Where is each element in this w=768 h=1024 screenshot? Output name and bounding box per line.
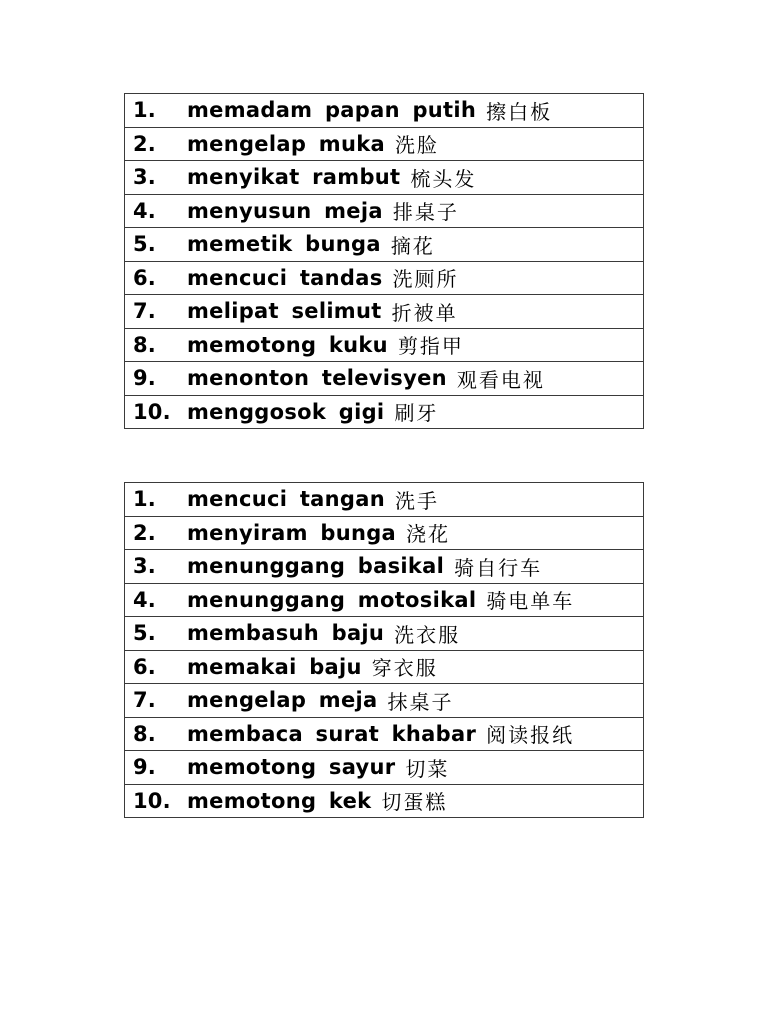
malay-phrase: menggosok gigi — [187, 399, 385, 424]
table-cell — [125, 395, 644, 429]
table-cell — [125, 127, 644, 161]
table-cell — [125, 228, 644, 262]
table-cell — [125, 295, 644, 329]
table-row — [125, 483, 644, 517]
chinese-translation: 洗厕所 — [392, 267, 459, 292]
item-number: 4. — [133, 198, 156, 223]
chinese-translation: 剪指甲 — [397, 334, 464, 359]
chinese-translation: 观看电视 — [456, 367, 545, 392]
table-cell — [125, 784, 644, 818]
item-number: 3. — [133, 554, 156, 579]
table-cell — [125, 194, 644, 228]
item-number: 1. — [133, 487, 156, 512]
malay-phrase: mencuci tandas — [187, 265, 383, 290]
table-row — [125, 583, 644, 617]
vocab-table-2 — [124, 482, 644, 818]
chinese-translation: 刷牙 — [394, 401, 439, 426]
malay-phrase: membaca surat khabar — [187, 721, 477, 746]
item-number: 1. — [133, 98, 156, 123]
item-number: 2. — [133, 520, 156, 545]
chinese-translation: 排桌子 — [392, 200, 459, 225]
table-row — [125, 261, 644, 295]
malay-phrase: memotong kek — [187, 788, 372, 813]
table-row — [125, 784, 644, 818]
table-cell — [125, 583, 644, 617]
chinese-translation: 折被单 — [391, 300, 458, 325]
malay-phrase: memadam papan putih — [187, 98, 477, 123]
malay-phrase: menyiram bunga — [187, 520, 397, 545]
vocab-table-body — [125, 483, 644, 818]
table-cell — [125, 717, 644, 751]
table-row — [125, 650, 644, 684]
table-row — [125, 94, 644, 128]
item-number: 8. — [133, 332, 156, 357]
table-row — [125, 194, 644, 228]
malay-phrase: melipat selimut — [187, 299, 382, 324]
malay-phrase: menunggang motosikal — [187, 587, 477, 612]
table-row — [125, 684, 644, 718]
chinese-translation: 洗手 — [394, 488, 439, 513]
chinese-translation: 穿衣服 — [371, 656, 438, 681]
malay-phrase: menyikat rambut — [187, 165, 401, 190]
malay-phrase: memotong kuku — [187, 332, 388, 357]
item-number: 4. — [133, 587, 156, 612]
table-row — [125, 717, 644, 751]
chinese-translation: 骑电单车 — [486, 589, 575, 614]
item-number: 5. — [133, 232, 156, 257]
table-cell — [125, 550, 644, 584]
item-number: 9. — [133, 366, 156, 391]
table-row — [125, 161, 644, 195]
table-row — [125, 127, 644, 161]
table-cell — [125, 94, 644, 128]
chinese-translation: 阅读报纸 — [486, 723, 575, 748]
vocab-table-body — [125, 94, 644, 429]
table-cell — [125, 161, 644, 195]
chinese-translation: 浇花 — [406, 522, 451, 547]
vocab-table-1 — [124, 93, 644, 429]
table-row — [125, 550, 644, 584]
chinese-translation: 洗脸 — [394, 133, 439, 158]
table-cell — [125, 617, 644, 651]
malay-phrase: memetik bunga — [187, 232, 381, 257]
table-cell — [125, 751, 644, 785]
chinese-translation: 骑自行车 — [454, 555, 543, 580]
malay-phrase: menonton televisyen — [187, 366, 447, 391]
item-number: 7. — [133, 299, 156, 324]
item-number: 2. — [133, 131, 156, 156]
table-row — [125, 395, 644, 429]
chinese-translation: 擦白板 — [486, 99, 553, 124]
table-cell — [125, 261, 644, 295]
chinese-translation: 切菜 — [405, 756, 450, 781]
malay-phrase: membasuh baju — [187, 621, 385, 646]
chinese-translation: 摘花 — [390, 233, 435, 258]
chinese-translation: 抹桌子 — [387, 689, 454, 714]
malay-phrase: menunggang basikal — [187, 554, 445, 579]
table-row — [125, 751, 644, 785]
table-cell — [125, 516, 644, 550]
table-row — [125, 516, 644, 550]
item-number: 6. — [133, 654, 156, 679]
item-number: 8. — [133, 721, 156, 746]
chinese-translation: 洗衣服 — [394, 622, 461, 647]
table-row — [125, 328, 644, 362]
item-number: 10. — [133, 399, 171, 424]
item-number: 7. — [133, 688, 156, 713]
table-cell — [125, 362, 644, 396]
table-row — [125, 362, 644, 396]
malay-phrase: mengelap meja — [187, 688, 378, 713]
item-number: 6. — [133, 265, 156, 290]
item-number: 10. — [133, 788, 171, 813]
malay-phrase: menyusun meja — [187, 198, 383, 223]
chinese-translation: 梳头发 — [410, 166, 477, 191]
table-row — [125, 295, 644, 329]
malay-phrase: mencuci tangan — [187, 487, 385, 512]
item-number: 3. — [133, 165, 156, 190]
malay-phrase: memotong sayur — [187, 755, 396, 780]
malay-phrase: memakai baju — [187, 654, 362, 679]
table-row — [125, 617, 644, 651]
table-cell — [125, 650, 644, 684]
table-cell — [125, 684, 644, 718]
table-cell — [125, 328, 644, 362]
table-row — [125, 228, 644, 262]
malay-phrase: mengelap muka — [187, 131, 385, 156]
chinese-translation: 切蛋糕 — [381, 790, 448, 815]
item-number: 9. — [133, 755, 156, 780]
item-number: 5. — [133, 621, 156, 646]
table-cell — [125, 483, 644, 517]
